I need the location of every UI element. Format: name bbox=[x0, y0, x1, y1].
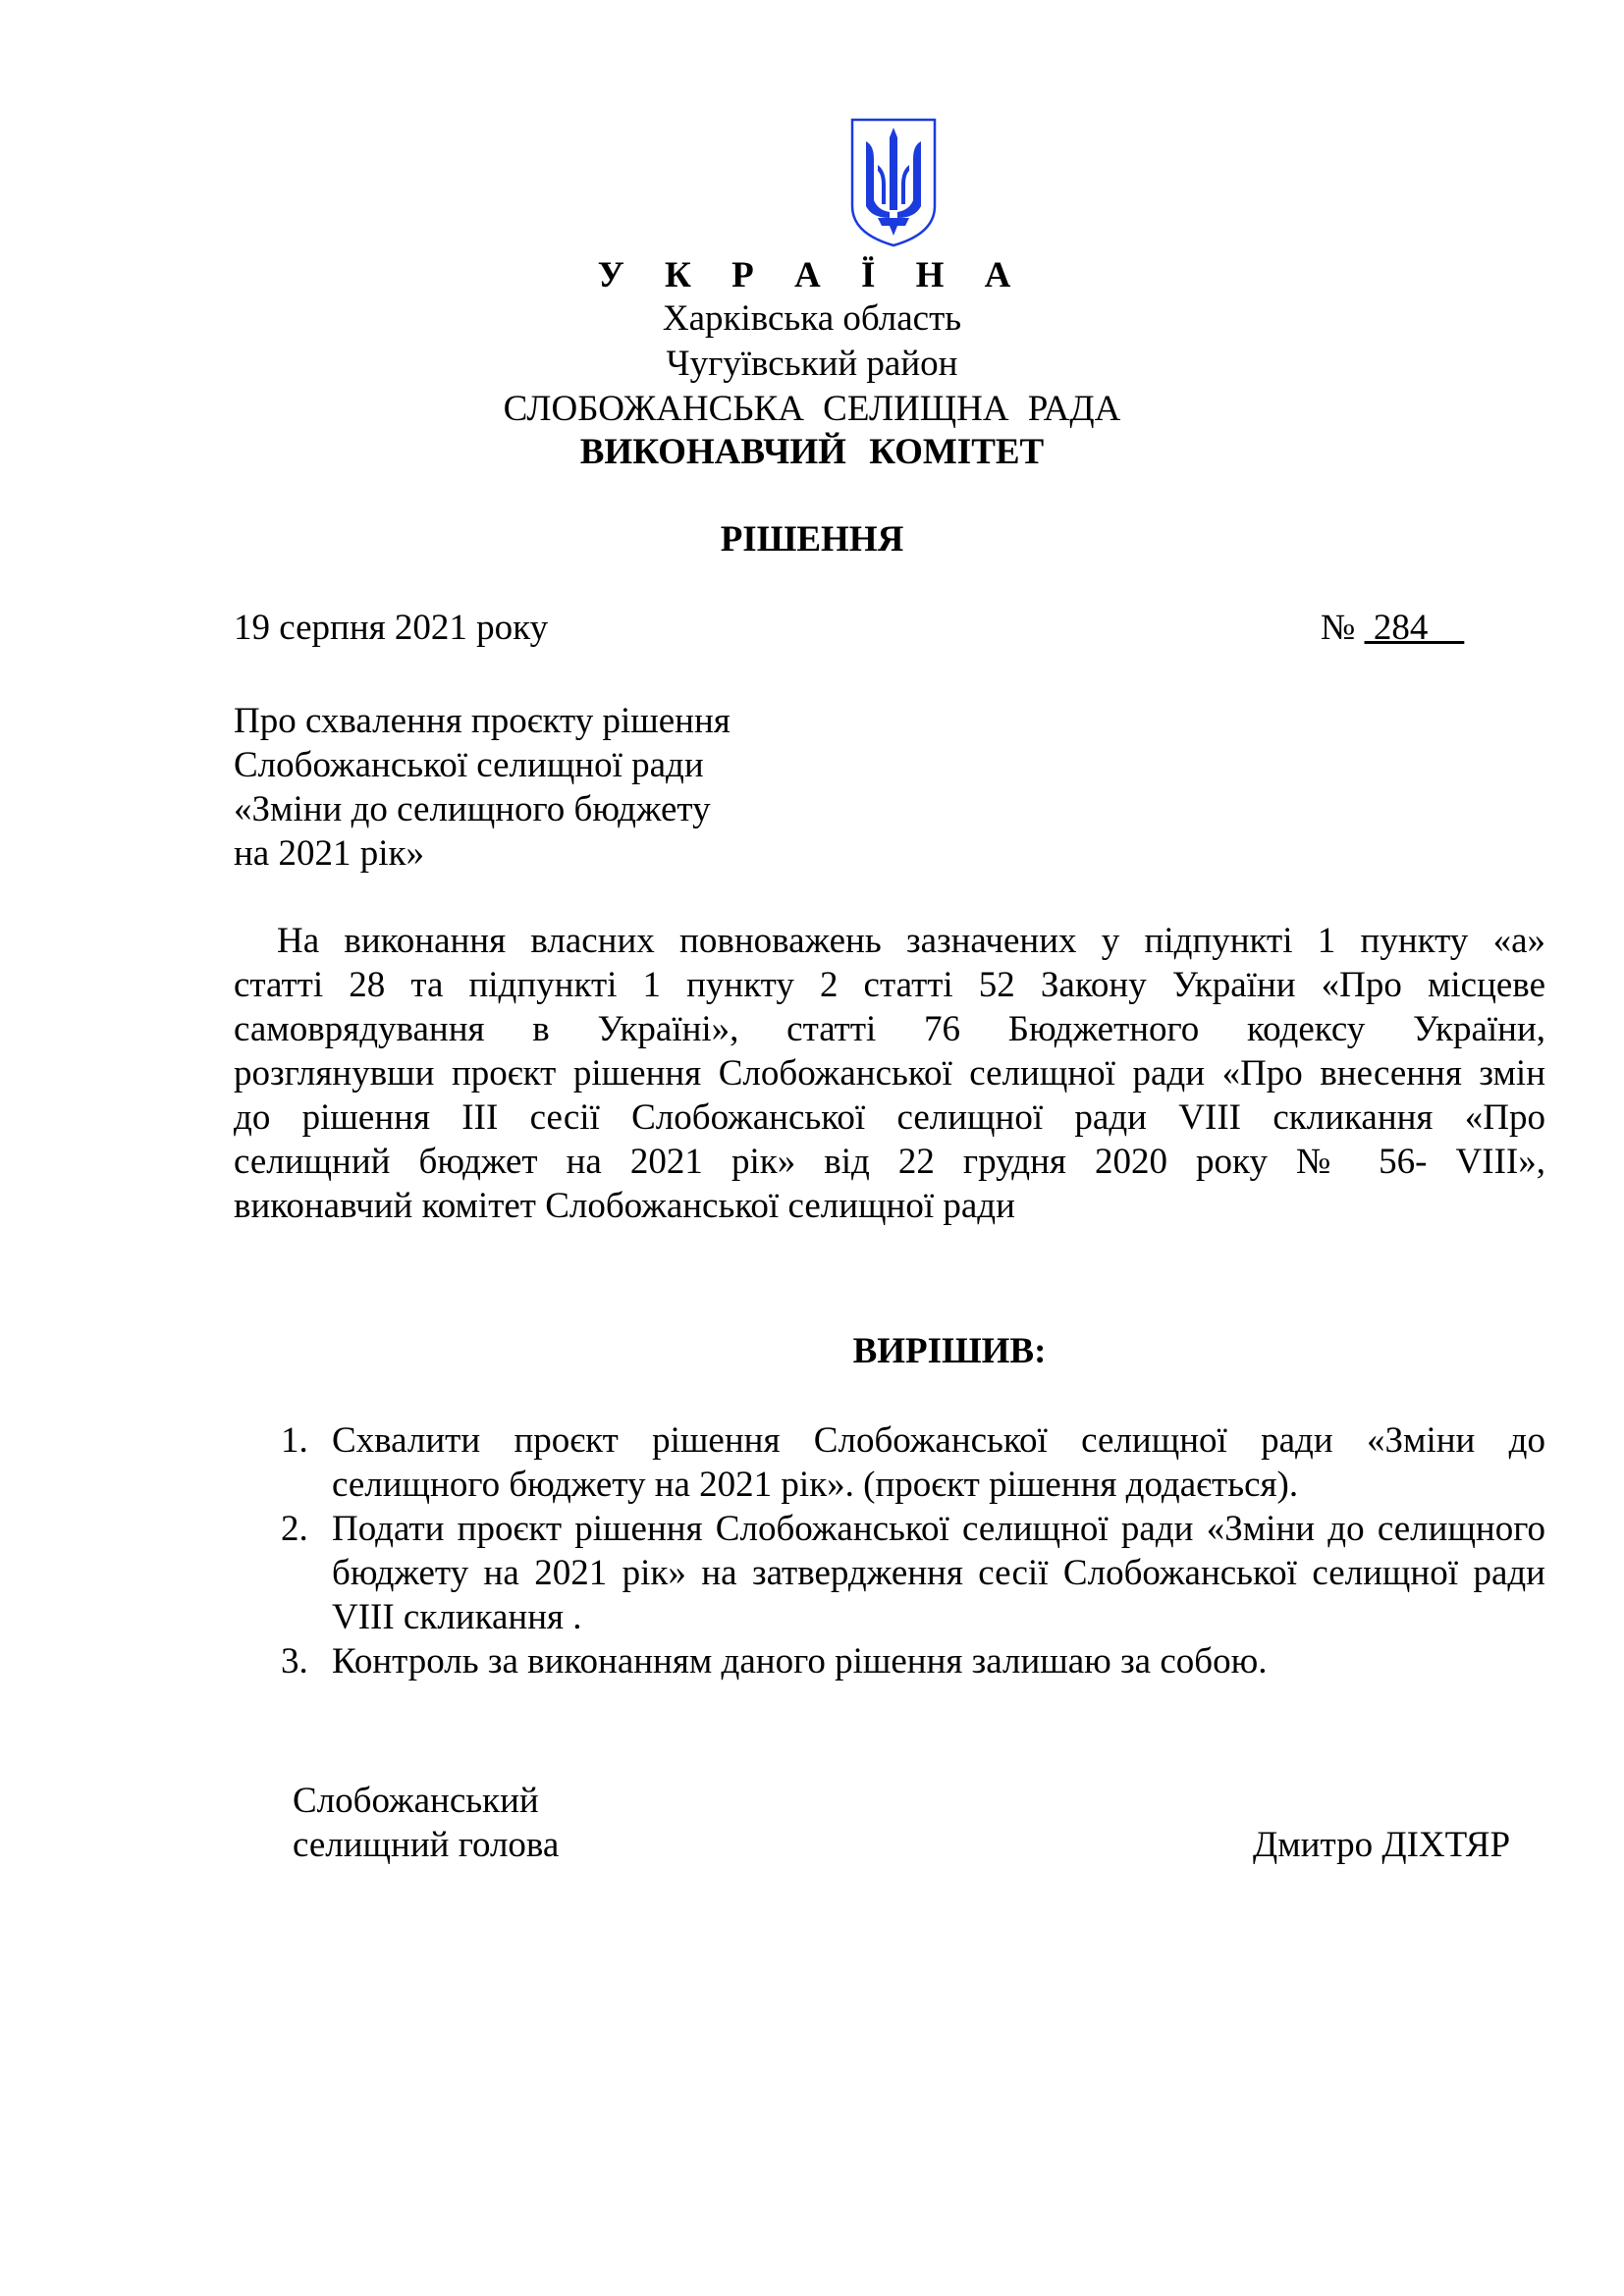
preamble-line: селищний бюджет на 2021 рік» від 22 грудня 2020 року № 56- VIII», bbox=[234, 1142, 1545, 1182]
preamble-line: до рішення ІІІ сесії Слобожанської селищної ради VIII скликання «Про bbox=[234, 1097, 1545, 1138]
item-number: 1. bbox=[281, 1420, 308, 1461]
subject-line: на 2021 рік» bbox=[234, 833, 424, 874]
decision-items bbox=[281, 1418, 1545, 1683]
item-number: 2. bbox=[281, 1509, 308, 1549]
number-prefix: № bbox=[1321, 608, 1365, 648]
decision-item bbox=[281, 1507, 1545, 1639]
item-text: Подати проєкт рішення Слобожанської селищної ради «Зміни до селищного бюджету на 2021 рік» на затвердження сесії Слобожанської селищної ради VIII скликання . bbox=[332, 1509, 1545, 1637]
decision-date: 19 серпня 2021 року bbox=[234, 608, 549, 648]
signatory-name: Дмитро ДІХТЯР bbox=[1253, 1825, 1511, 1865]
preamble-paragraph bbox=[234, 919, 1545, 1228]
decided-heading: ВИРІШИВ: bbox=[852, 1331, 1047, 1371]
decision-subject bbox=[234, 699, 731, 876]
number-value: 284 bbox=[1364, 608, 1465, 648]
decision-item bbox=[281, 1418, 1545, 1507]
subject-line: «Зміни до селищного бюджету bbox=[234, 789, 711, 829]
preamble-line: самоврядування в Україні», статті 76 Бюджетного кодексу України, bbox=[234, 1009, 1545, 1049]
subject-line: Про схвалення проєкту рішення bbox=[234, 701, 731, 741]
committee-name: ВИКОНАВЧИЙ КОМІТЕТ bbox=[579, 432, 1045, 472]
item-number: 3. bbox=[281, 1641, 308, 1682]
preamble-line: На виконання власних повноважень зазначених у підпункті 1 пункту «а» bbox=[277, 921, 1545, 961]
signatory-position bbox=[293, 1779, 559, 1867]
subject-line: Слобожанської селищної ради bbox=[234, 745, 704, 785]
preamble-line: розглянувши проєкт рішення Слобожанської селищної ради «Про внесення змін bbox=[234, 1053, 1545, 1094]
country-title: У К Р А Ї Н А bbox=[597, 255, 1027, 295]
decision-title: РІШЕННЯ bbox=[720, 519, 904, 560]
item-text: Схвалити проєкт рішення Слобожанської селищної ради «Зміни до селищного бюджету на 2021 рік». (проєкт рішення додається). bbox=[332, 1420, 1545, 1505]
item-text: Контроль за виконанням даного рішення залишаю за собою. bbox=[332, 1641, 1268, 1682]
oblast-line: Харківська область bbox=[662, 298, 962, 339]
preamble-line: виконавчий комітет Слобожанської селищної ради bbox=[234, 1186, 1015, 1226]
decision-item bbox=[281, 1639, 1545, 1683]
council-name: СЛОБОЖАНСЬКА СЕЛИЩНА РАДА bbox=[503, 389, 1121, 429]
coat-of-arms-trident-icon bbox=[848, 116, 939, 249]
raion-line: Чугуївський район bbox=[666, 344, 958, 384]
signatory-position-line: селищний голова bbox=[293, 1825, 560, 1865]
decision-number bbox=[1321, 610, 1464, 646]
signatory-position-line: Слобожанський bbox=[293, 1781, 539, 1821]
preamble-line: статті 28 та підпункті 1 пункту 2 статті 52 Закону України «Про місцеве bbox=[234, 965, 1545, 1005]
